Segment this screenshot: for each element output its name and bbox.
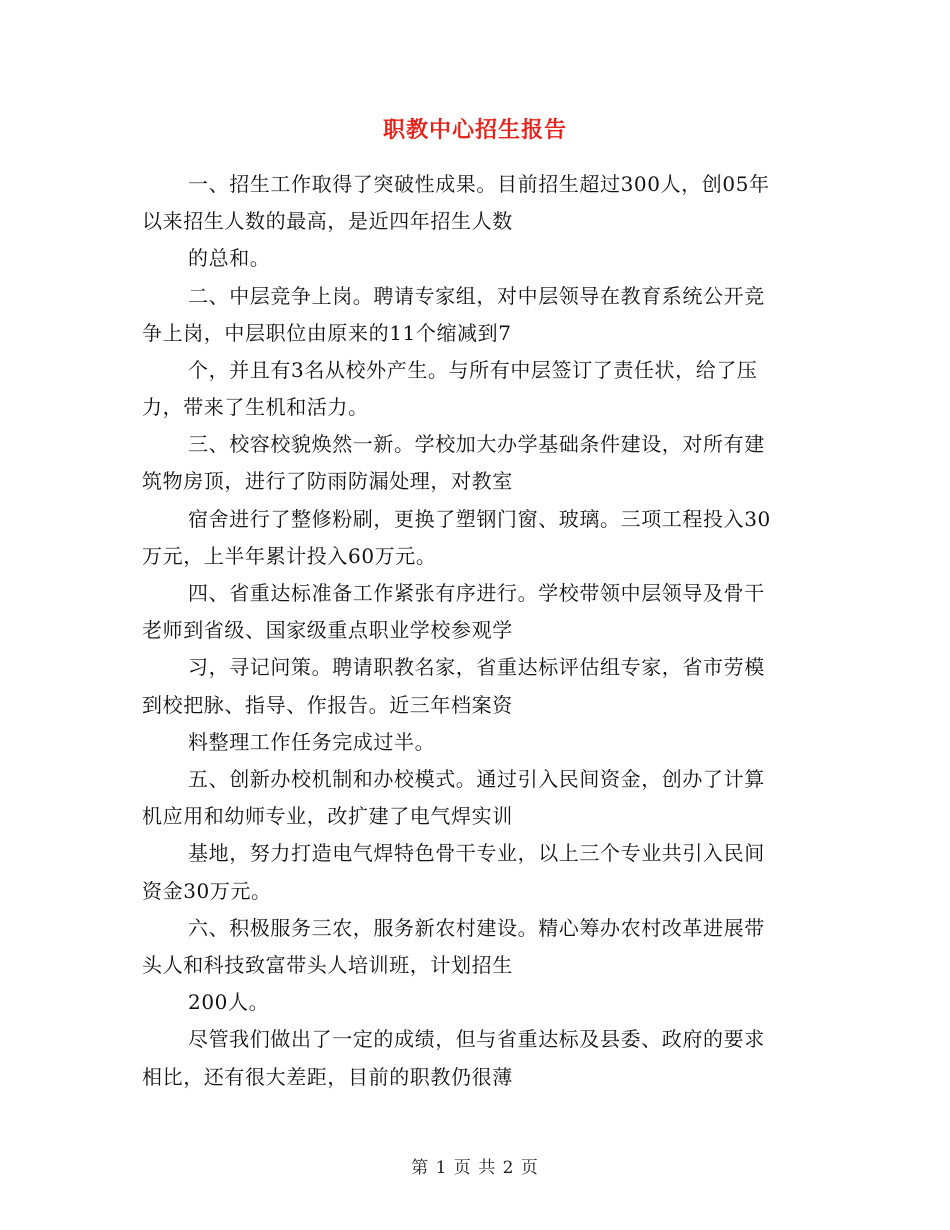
body-line: 四、省重达标准备工作紧张有序进行。学校带领中层领导及骨干	[188, 581, 765, 605]
body-line: 六、积极服务三农，服务新农村建设。精心筹办农村改革进展带	[188, 916, 765, 940]
body-line: 料整理工作任务完成过半。	[188, 730, 436, 754]
body-line: 万元，上半年累计投入60万元。	[142, 544, 437, 568]
body-line: 尽管我们做出了一定的成绩，但与省重达标及县委、政府的要求	[188, 1027, 765, 1051]
body-line: 相比，还有很大差距，目前的职教仍很薄	[142, 1065, 513, 1089]
body-line: 以来招生人数的最高，是近四年招生人数	[142, 209, 513, 233]
body-line: 五、创新办校机制和办校模式。通过引入民间资金，创办了计算	[188, 767, 765, 791]
body-line: 资金30万元。	[142, 879, 272, 903]
body-line: 基地，努力打造电气焊特色骨干专业，以上三个专业共引入民间	[188, 841, 765, 865]
document-title: 职教中心招生报告	[382, 117, 567, 143]
body-line: 个，并且有3名从校外产生。与所有中层签订了责任状，给了压	[188, 358, 758, 382]
body-line: 200人。	[188, 990, 270, 1014]
body-line: 争上岗，中层职位由原来的11个缩减到7	[142, 321, 512, 345]
body-line: 机应用和幼师专业，改扩建了电气焊实训	[142, 804, 513, 828]
body-line: 三、校容校貌焕然一新。学校加大办学基础条件建设，对所有建	[188, 432, 765, 456]
body-line: 习，寻记问策。聘请职教名家，省重达标评估组专家，省市劳模	[188, 655, 765, 679]
body-line: 筑物房顶，进行了防雨防漏处理，对教室	[142, 469, 513, 493]
body-line: 头人和科技致富带头人培训班，计划招生	[142, 953, 513, 977]
body-line: 一、招生工作取得了突破性成果。目前招生超过300人，创05年	[188, 172, 770, 196]
page-number-footer: 第 1 页 共 2 页	[411, 1158, 539, 1178]
body-line: 宿舍进行了整修粉刷，更换了塑钢门窗、玻璃。三项工程投入30	[188, 507, 771, 531]
body-line: 的总和。	[188, 246, 271, 270]
body-line: 二、中层竞争上岗。聘请专家组，对中层领导在教育系统公开竞	[188, 284, 765, 308]
body-line: 老师到省级、国家级重点职业学校参观学	[142, 618, 513, 642]
body-line: 力，带来了生机和活力。	[142, 395, 369, 419]
body-line: 到校把脉、指导、作报告。近三年档案资	[142, 693, 513, 717]
